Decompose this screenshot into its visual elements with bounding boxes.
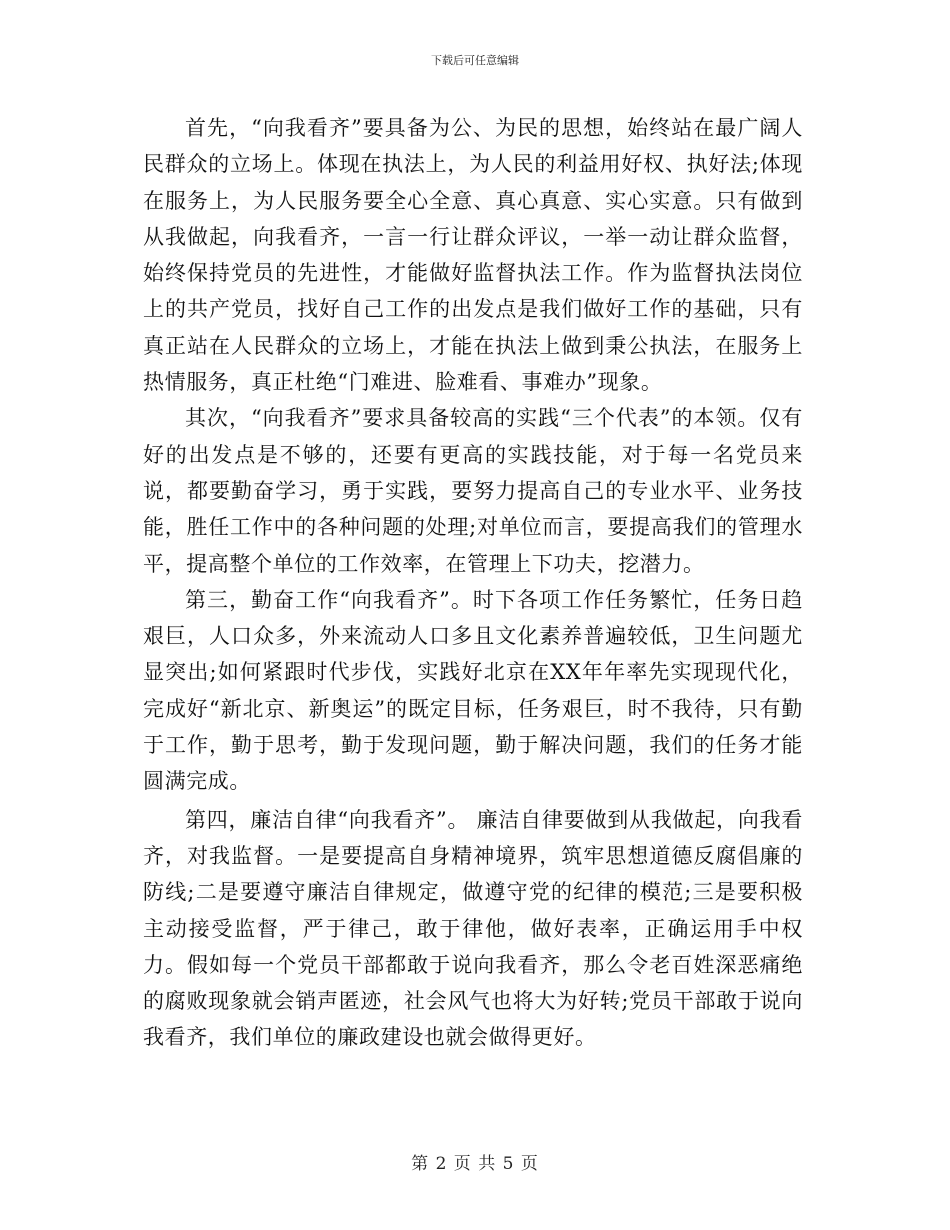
paragraph-second: 其次，“向我看齐”要求具备较高的实践“三个代表”的本领。仅有好的出发点是不够的，还要有更高的实践技能，对于每一名党员来说，都要勤奋学习，勇于实践，要努力提高自己的专业水平、业务技能，胜任工作中的各种问题的处理;对单位而言，要提高我们的管理水平，提高整个单位的工作效率，在管理上下功夫，挖潜力。 <box>143 406 803 576</box>
document-body <box>143 110 803 1056</box>
paragraph-first: 首先，“向我看齐”要具备为公、为民的思想，始终站在最广阔人民群众的立场上。体现在执法上，为人民的利益用好权、执好法;体现在服务上，为人民服务要全心全意、真心真意、实心实意。只有做到从我做起，向我看齐，一言一行让群众评议，一举一动让群众监督，始终保持党员的先进性，才能做好监督执法工作。作为监督执法岗位上的共产党员，找好自己工作的出发点是我们做好工作的基础，只有真正站在人民群众的立场上，才能在执法上做到秉公执法，在服务上热情服务，真正杜绝“门难进、脸难看、事难办”现象。 <box>143 116 803 395</box>
paragraph-third: 第三，勤奋工作“向我看齐”。时下各项工作任务繁忙，任务日趋艰巨，人口众多，外来流动人口多且文化素养普遍较低，卫生问题尤显突出;如何紧跟时代步伐，实践好北京在XX年年率先实现现代化，完成好“新北京、新奥运”的既定目标，任务艰巨，时不我待，只有勤于工作，勤于思考，勤于发现问题，勤于解决问题，我们的任务才能圆满完成。 <box>143 587 803 794</box>
page-header: 下载后可任意编辑 <box>431 54 519 67</box>
paragraph-fourth: 第四，廉洁自律“向我看齐”。 廉洁自律要做到从我做起，向我看齐，对我监督。一是要提高自身精神境界，筑牢思想道德反腐倡廉的防线;二是要遵守廉洁自律规定，做遵守党的纪律的模范;三是要积极主动接受监督，严于律己，敢于律他，做好表率，正确运用手中权力。假如每一个党员干部都敢于说向我看齐，那么令老百姓深恶痛绝的腐败现象就会销声匿迹，社会风气也将大为好转;党员干部敢于说向我看齐，我们单位的廉政建设也就会做得更好。 <box>143 807 803 1050</box>
page-number-footer: 第 2 页 共 5 页 <box>411 1154 539 1174</box>
